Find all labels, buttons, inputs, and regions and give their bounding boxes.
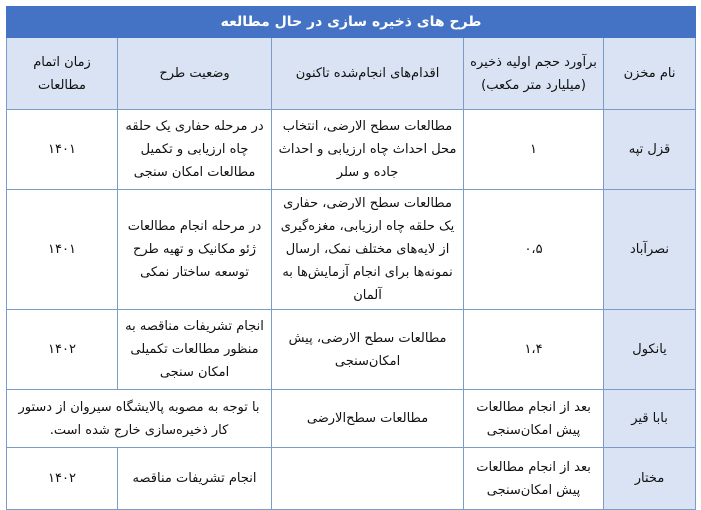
table-row (7, 110, 696, 190)
column-header-name: نام مخزن (604, 38, 696, 110)
reservoir-name: یانکول (604, 310, 696, 390)
header-row (7, 38, 696, 110)
volume-cell: ۰،۵ (464, 190, 604, 310)
volume-cell: ۱ (464, 110, 604, 190)
column-header-status: وضعیت طرح (118, 38, 272, 110)
reservoir-name: قزل تپه (604, 110, 696, 190)
volume-cell: بعد از انجام مطالعات پیش امکان‌سنجی (464, 390, 604, 448)
status-merged-cell: با توجه به مصوبه پالایشگاه سیروان از دستور کار ذخیره‌سازی خارج شده است. (7, 390, 272, 448)
table-title: طرح های ذخیره سازی در حال مطالعه (7, 7, 696, 38)
completion-cell: ۱۴۰۲ (7, 310, 118, 390)
table-row (7, 190, 696, 310)
table-row (7, 448, 696, 510)
status-cell: انجام تشریفات مناقصه به منظور مطالعات تکمیلی امکان سنجی (118, 310, 272, 390)
status-cell: در مرحله حفاری یک حلقه چاه ارزیابی و تکمیل مطالعات امکان سنجی (118, 110, 272, 190)
completion-cell: ۱۴۰۲ (7, 448, 118, 510)
status-cell: در مرحله انجام مطالعات ژئو مکانیک و تهیه طرح توسعه ساختار نمکی (118, 190, 272, 310)
actions-cell: مطالعات سطح الارضی، پیش امکان‌سنجی (272, 310, 464, 390)
status-cell: انجام تشریفات مناقصه (118, 448, 272, 510)
reservoir-name: نصرآباد (604, 190, 696, 310)
storage-projects-table (6, 6, 696, 510)
column-header-volume: برآورد حجم اولیه ذخیره (میلیارد متر مکعب) (464, 38, 604, 110)
actions-cell: مطالعات سطح الارضی، حفاری یک حلقه چاه ارزیابی، مغزه‌گیری از لایه‌های مختلف نمک، ارسال نمونه‌ها برای انجام آزمایش‌ها به آلمان (272, 190, 464, 310)
table-row (7, 310, 696, 390)
volume-cell: ۱،۴ (464, 310, 604, 390)
reservoir-name: مختار (604, 448, 696, 510)
storage-projects-table-container (6, 6, 695, 496)
column-header-completion: زمان اتمام مطالعات (7, 38, 118, 110)
completion-cell: ۱۴۰۱ (7, 110, 118, 190)
column-header-actions: اقدام‌های انجام‌شده تاکنون (272, 38, 464, 110)
actions-cell: مطالعات سطح‌الارضی (272, 390, 464, 448)
actions-cell (272, 448, 464, 510)
table-row (7, 390, 696, 448)
actions-cell: مطالعات سطح الارضی، انتخاب محل احداث چاه ارزیابی و احداث جاده و سلر (272, 110, 464, 190)
reservoir-name: بابا قیر (604, 390, 696, 448)
completion-cell: ۱۴۰۱ (7, 190, 118, 310)
volume-cell: بعد از انجام مطالعات پیش امکان‌سنجی (464, 448, 604, 510)
